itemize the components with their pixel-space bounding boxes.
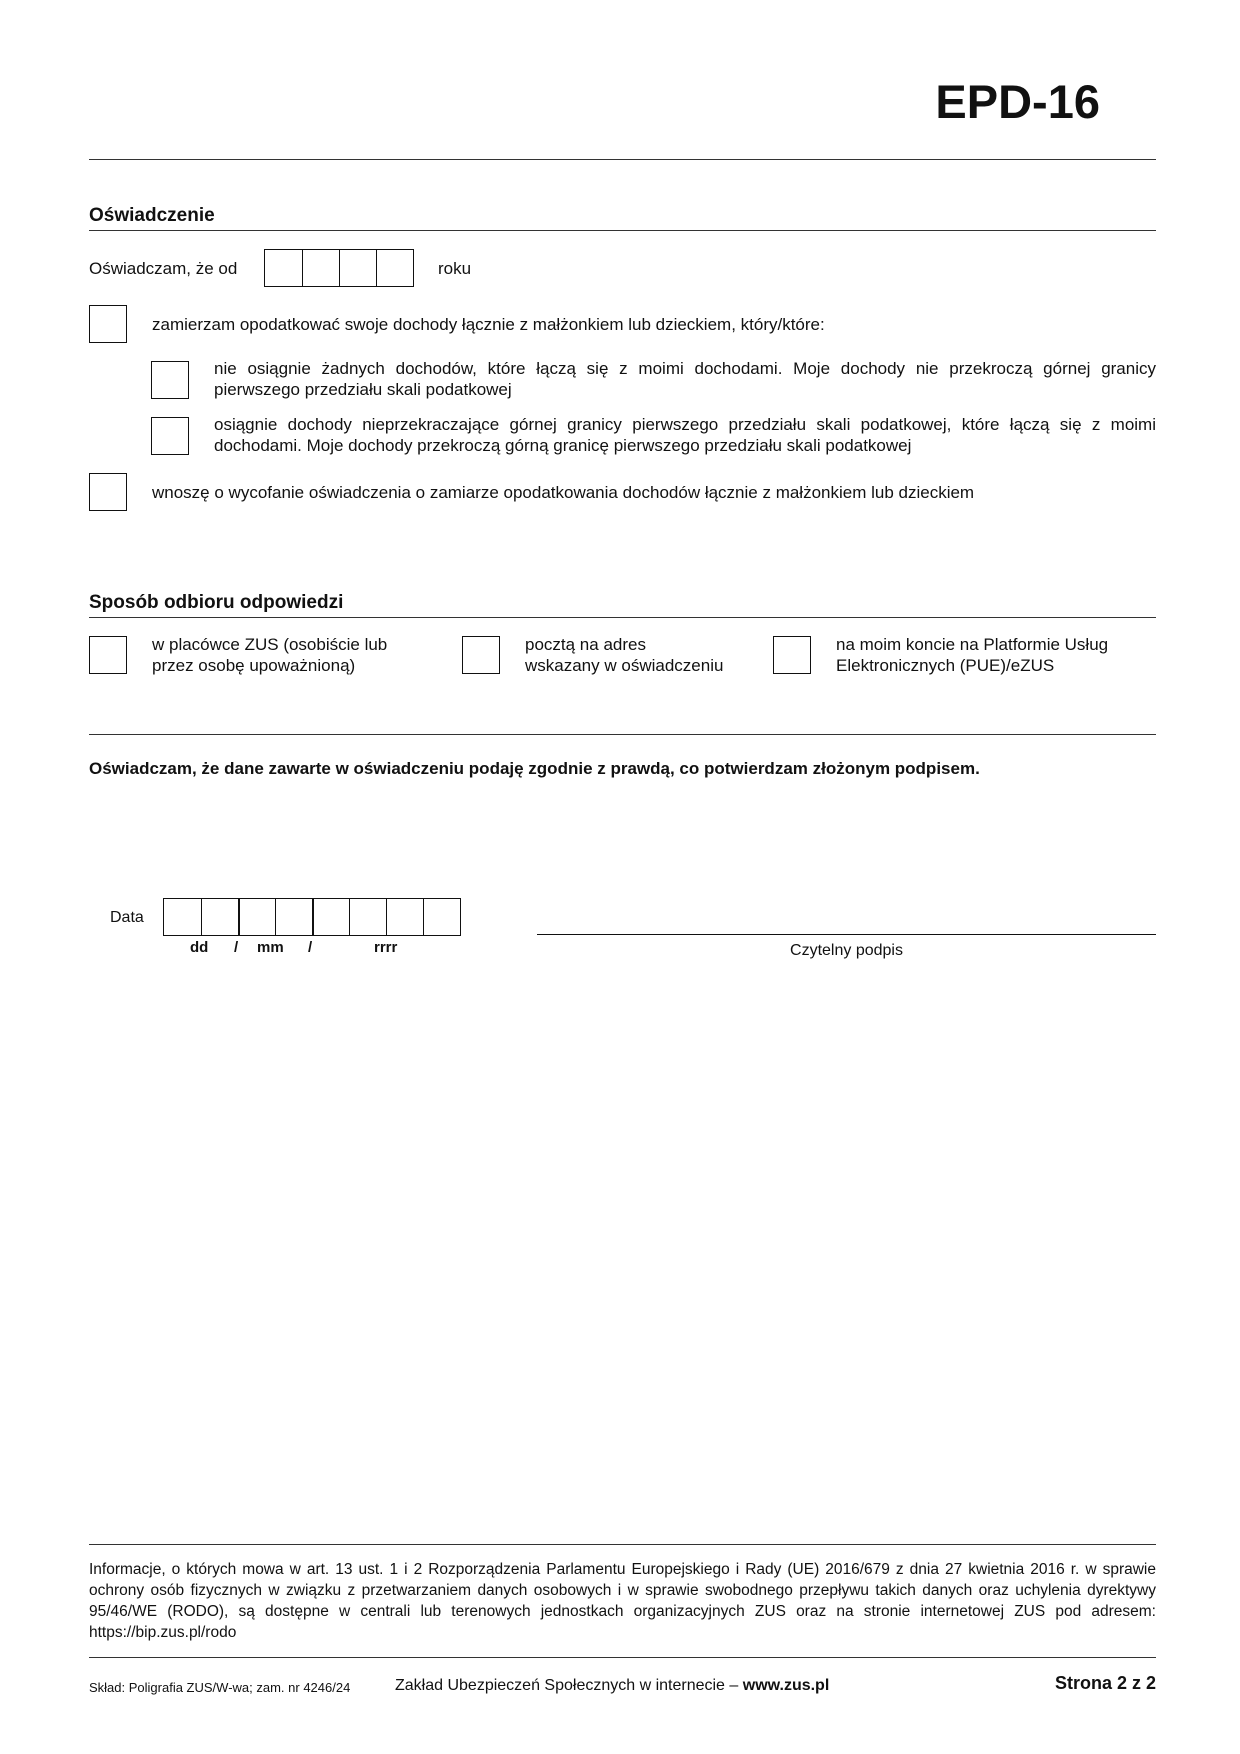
date-label: Data (110, 909, 144, 926)
rodo-divider (89, 1544, 1156, 1545)
website-link[interactable]: www.zus.pl (742, 1677, 830, 1694)
year-suffix: roku (438, 259, 472, 278)
print-info: Skład: Poligrafia ZUS/W-wa; zam. nr 4246/24 (89, 1680, 351, 1695)
post-label-line1: pocztą na adres (525, 635, 646, 654)
date-input[interactable] (163, 898, 461, 936)
withdraw-checkbox[interactable] (89, 473, 127, 511)
office-label-line2: przez osobę upoważnioną) (152, 656, 356, 675)
date-year-cell[interactable] (386, 899, 423, 935)
date-month-cell[interactable] (275, 899, 312, 935)
signature-line[interactable] (537, 934, 1156, 935)
date-separator: / (308, 939, 313, 956)
date-day-cell[interactable] (164, 899, 201, 935)
income-below-limit-checkbox[interactable] (151, 417, 189, 455)
date-year-cell[interactable] (312, 899, 349, 935)
date-mm-hint: mm (257, 939, 284, 956)
year-digit-cell[interactable] (265, 250, 302, 286)
date-month-cell[interactable] (238, 899, 275, 935)
statement-divider (89, 734, 1156, 735)
no-income-label: nie osiągnie żadnych dochodów, które łączą się z moimi dochodami. Moje dochody nie przekroczą górnej granicy pierwszego przedziału skali podatkowej (214, 359, 1156, 399)
date-dd-hint: dd (190, 939, 209, 956)
year-digit-cell[interactable] (339, 250, 376, 286)
year-digit-cell[interactable] (376, 250, 413, 286)
online-text: Zakład Ubezpieczeń Społecznych w internecie – (395, 1677, 739, 1694)
office-label (152, 634, 387, 676)
date-yyyy-hint: rrrr (374, 939, 398, 956)
pue-label-line2: Elektronicznych (PUE)/eZUS (836, 656, 1055, 675)
footer-divider (89, 1657, 1156, 1658)
declaration-from-label: Oświadczam, że od (89, 259, 238, 278)
pue-label (836, 634, 1108, 676)
rodo-info: Informacje, o których mowa w art. 13 ust. 1 i 2 Rozporządzenia Parlamentu Europejskiego i Rady (UE) 2016/679 z dnia 27 kwietnia 2016 r. w sprawie ochrony osób fizycznych w związku z przetwarzaniem danych osobowych i w sprawie swobodnego przepływu takich danych oraz uchylenia dyrektywy 95/46/WE (RODO), są dostępne w centrali lub terenowych jednostkach organizacyjnych ZUS oraz na stronie internetowej ZUS pod adresem: https://bip.zus.pl/rodo (89, 1561, 1156, 1641)
truth-statement: Oświadczam, że dane zawarte w oświadczeniu podaję zgodnie z prawdą, co potwierdzam złożonym podpisem. (89, 759, 980, 778)
year-input[interactable] (264, 249, 414, 287)
form-code: EPD-16 (935, 75, 1100, 128)
page-number: Strona 2 z 2 (1054, 1673, 1156, 1693)
office-label-line1: w placówce ZUS (osobiście lub (152, 635, 388, 654)
response-method-divider (89, 617, 1156, 618)
year-digit-cell[interactable] (302, 250, 339, 286)
post-label-line2: wskazany w oświadczeniu (525, 656, 724, 675)
joint-taxation-checkbox[interactable] (89, 305, 127, 343)
online-info (395, 1675, 829, 1696)
income-below-limit-label: osiągnie dochody nieprzekraczające górnej granicy pierwszego przedziału skali podatkowej, które łączą się z moimi dochodami. Moje dochody przekroczą górną granicę pierwszego przedziału skali podatkowej (214, 415, 1156, 455)
withdraw-label: wnoszę o wycofanie oświadczenia o zamiarze opodatkowania dochodów łącznie z małżonkiem lub dzieckiem (152, 483, 975, 502)
office-checkbox[interactable] (89, 636, 127, 674)
post-checkbox[interactable] (462, 636, 500, 674)
signature-label: Czytelny podpis (790, 942, 903, 959)
no-income-checkbox[interactable] (151, 361, 189, 399)
date-separator: / (234, 939, 239, 956)
date-year-cell[interactable] (349, 899, 386, 935)
joint-taxation-label: zamierzam opodatkować swoje dochody łącznie z małżonkiem lub dzieckiem, który/które: (152, 315, 825, 334)
header-divider (89, 159, 1156, 160)
declaration-title: Oświadczenie (89, 205, 215, 226)
date-year-cell[interactable] (423, 899, 460, 935)
pue-label-line1: na moim koncie na Platformie Usług (836, 635, 1109, 654)
pue-checkbox[interactable] (773, 636, 811, 674)
declaration-divider (89, 230, 1156, 231)
response-method-title: Sposób odbioru odpowiedzi (89, 592, 344, 613)
date-day-cell[interactable] (201, 899, 238, 935)
post-label (525, 634, 723, 676)
